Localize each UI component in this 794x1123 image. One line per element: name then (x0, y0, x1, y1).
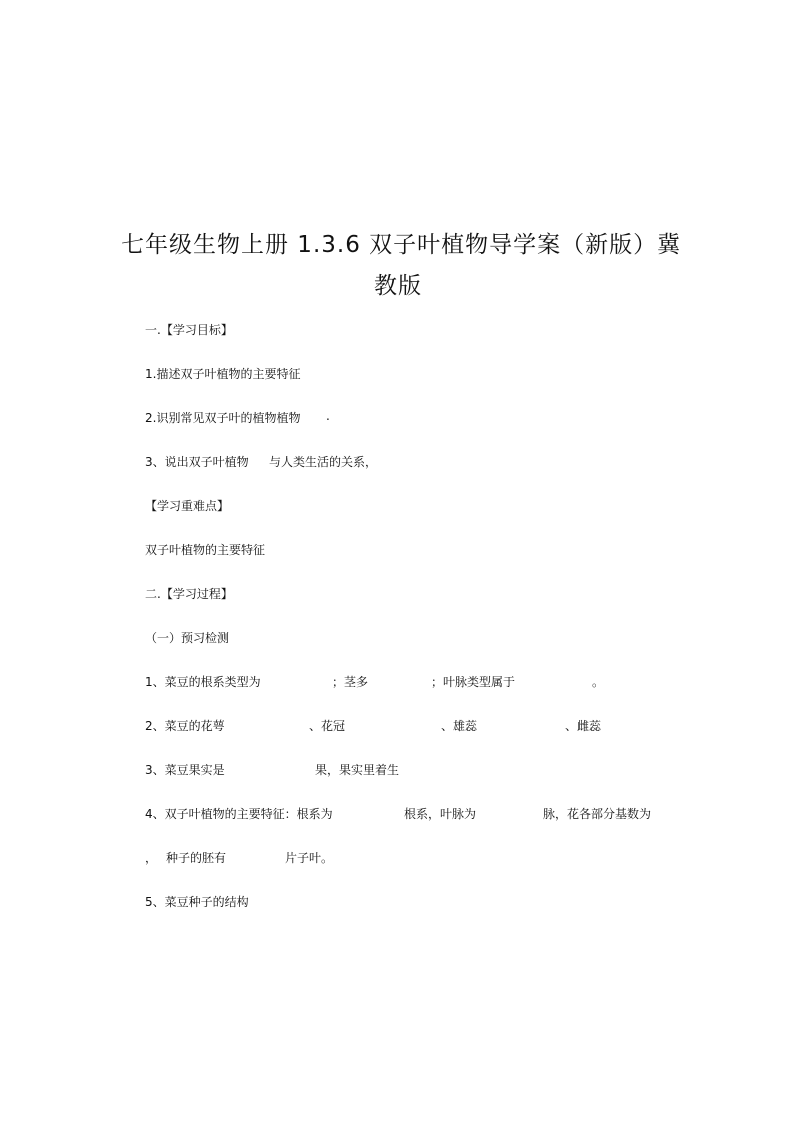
section-heading-process: 二.【学习过程】 (145, 587, 233, 601)
question-4-part-a: 4、双子叶植物的主要特征：根系为 (145, 807, 333, 821)
question-2-part-c: 、雄蕊 (441, 719, 478, 733)
key-points-text: 双子叶植物的主要特征 (145, 543, 266, 557)
title-line-1: 七年级生物上册 1.3.6 双子叶植物导学案（新版）冀 (121, 232, 682, 258)
question-5: 5、菜豆种子的结构 (145, 895, 249, 909)
question-3-part-a: 3、菜豆果实是 (145, 763, 225, 777)
question-4-cont-part-c: 片子叶。 (285, 851, 334, 865)
question-2-part-b: 、花冠 (309, 719, 346, 733)
question-2-part-a: 2、菜豆的花萼 (145, 719, 225, 733)
subsection-preview-check: （一）预习检测 (145, 631, 230, 645)
goal-3: 3、说出双子叶植物 (145, 455, 249, 469)
question-1-part-d: 。 (592, 675, 605, 689)
question-2-part-d: 、雌蕊 (565, 719, 602, 733)
question-4-cont-part-a: ， (145, 851, 158, 865)
question-4-part-c: 脉，花各部分基数为 (543, 807, 652, 821)
question-3-part-b: 果，果实里着生 (315, 763, 400, 777)
goal-2-tail: . (326, 409, 330, 423)
question-4-part-b: 根系，叶脉为 (404, 807, 477, 821)
goal-3-tail: 与人类生活的关系， (269, 455, 378, 469)
question-4-cont-part-b: 种子的胚有 (166, 851, 227, 865)
goal-1: 1.描述双子叶植物的主要特征 (145, 367, 301, 381)
goal-2: 2.识别常见双子叶的植物植物 (145, 411, 301, 425)
title-line-2: 教版 (374, 273, 422, 299)
question-1-part-b: ；茎多 (332, 675, 369, 689)
key-points-heading: 【学习重难点】 (145, 499, 230, 513)
question-1-part-a: 1、菜豆的根系类型为 (145, 675, 261, 689)
section-heading-goals: 一.【学习目标】 (145, 323, 233, 337)
question-1-part-c: ；叶脉类型属于 (431, 675, 516, 689)
